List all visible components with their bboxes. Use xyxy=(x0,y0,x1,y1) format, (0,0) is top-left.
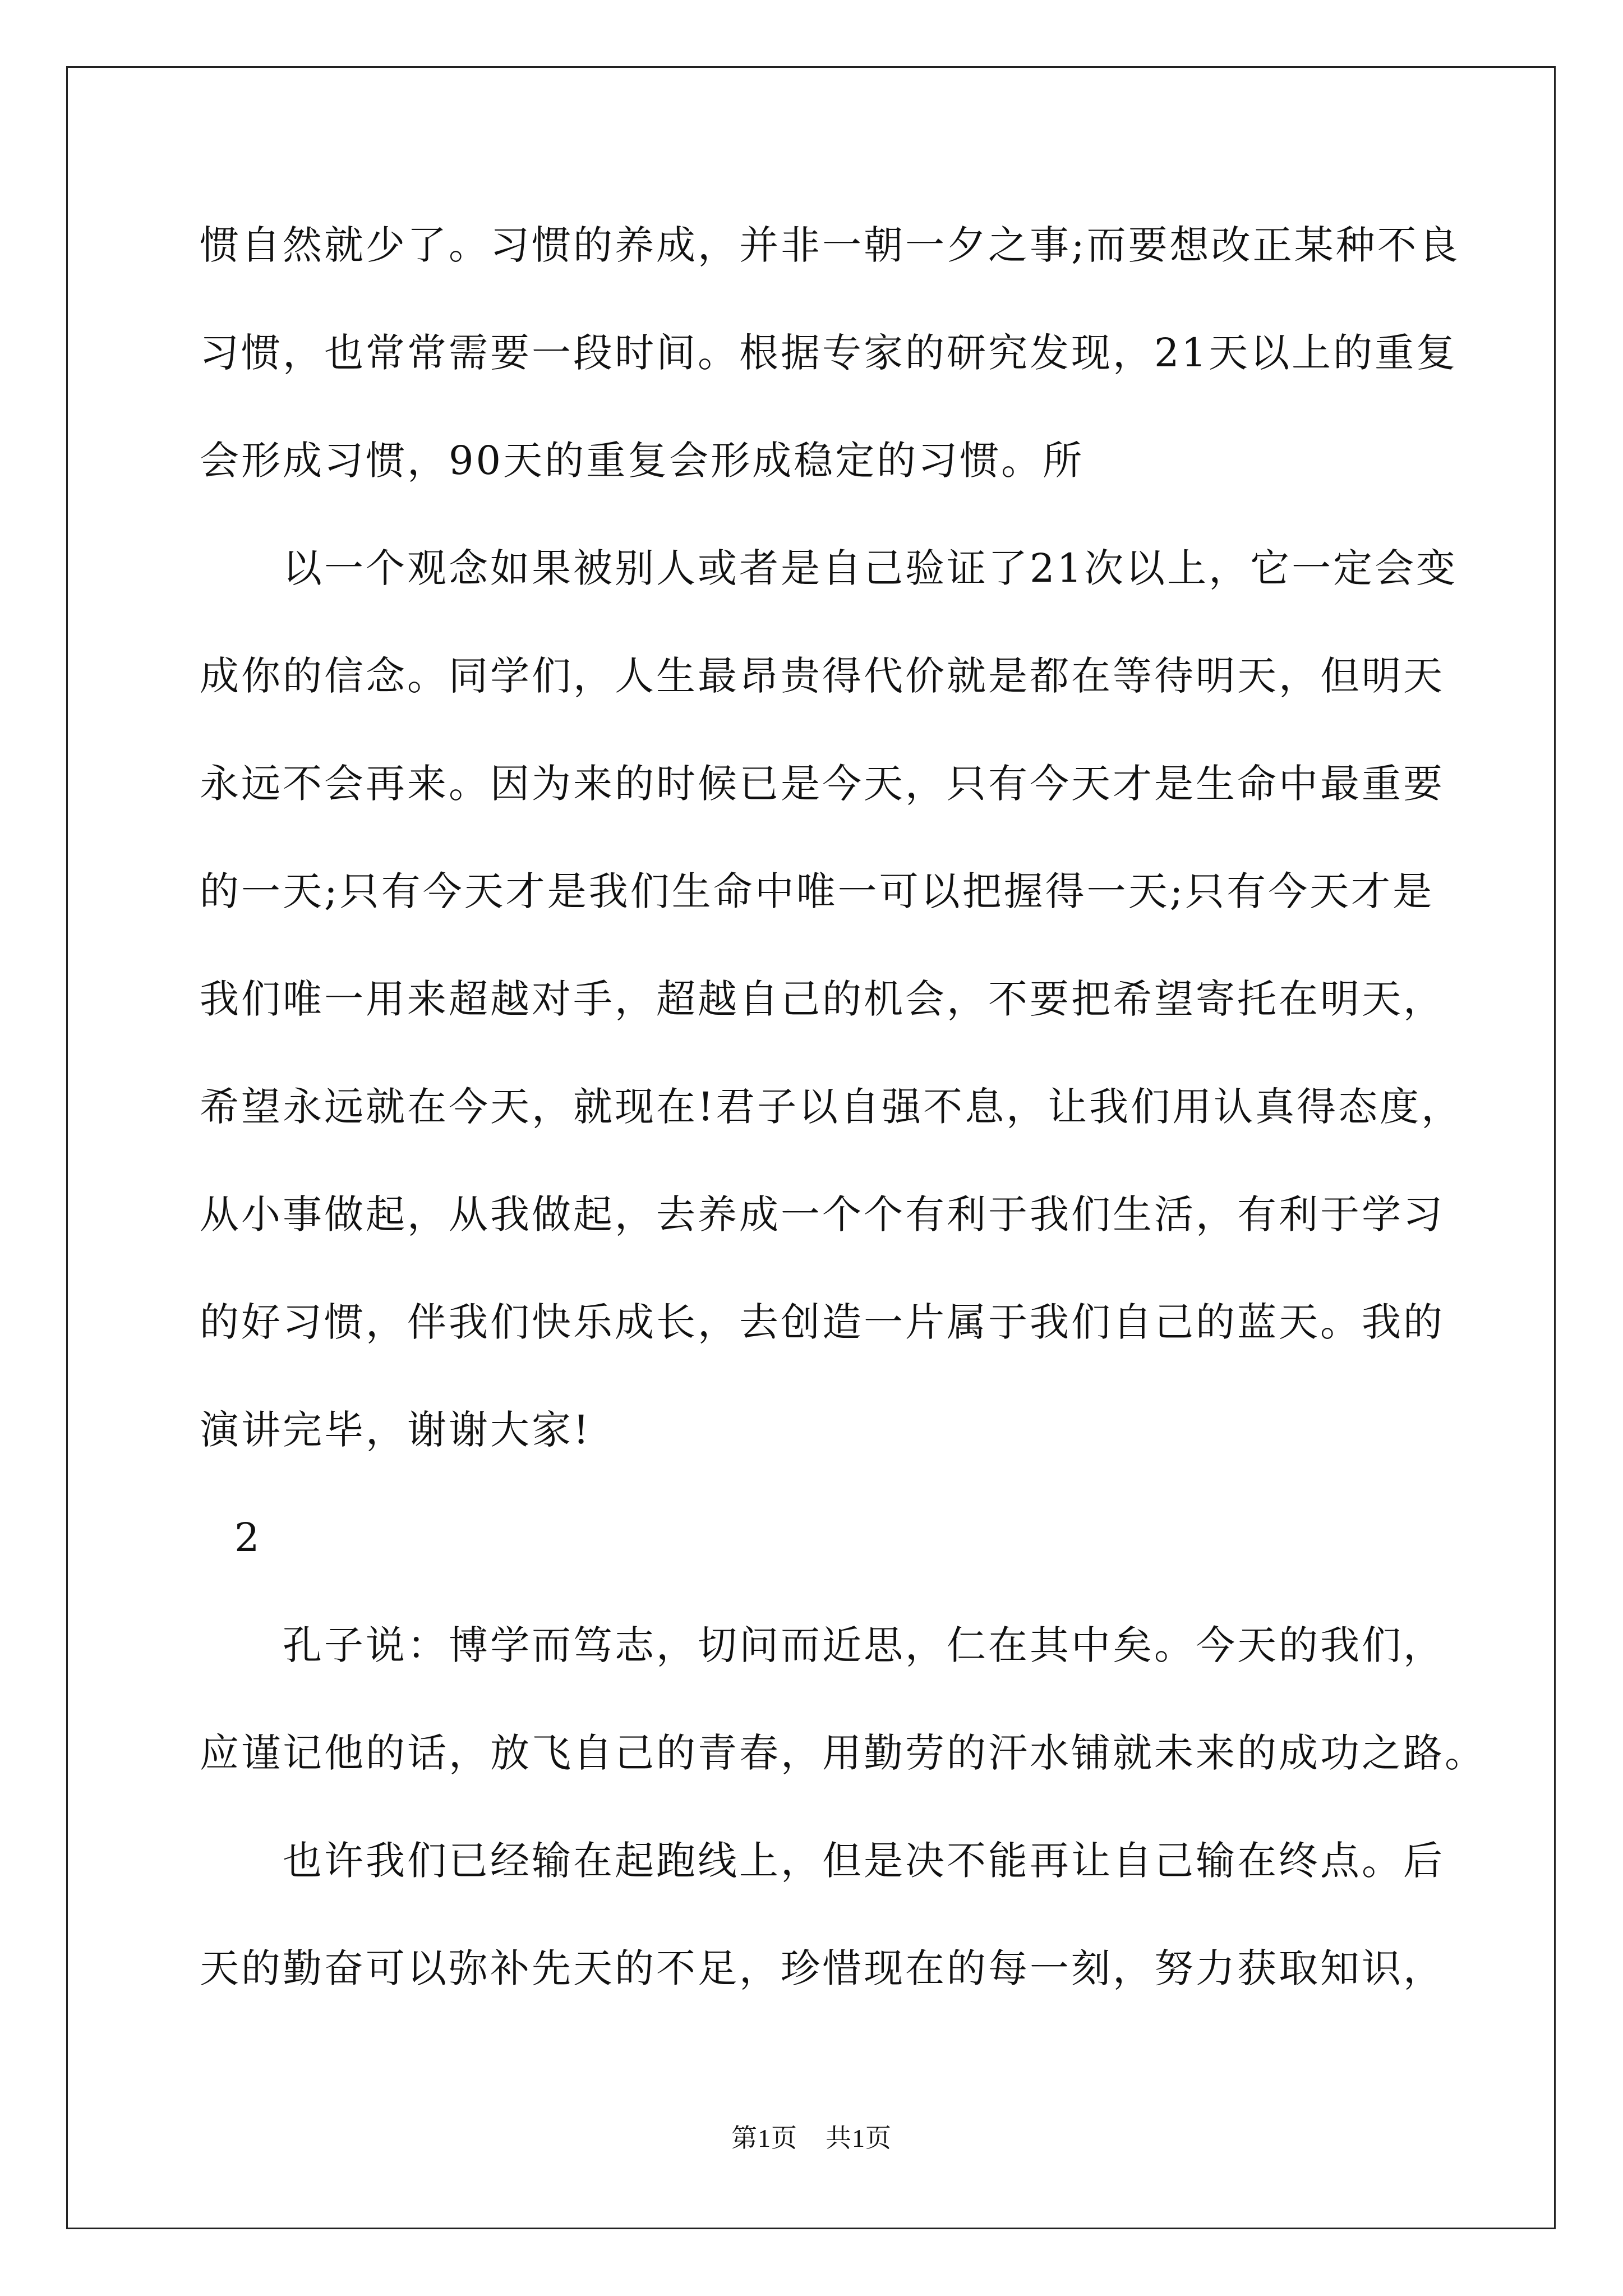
page-footer xyxy=(0,2118,1623,2155)
body-line-3: 会形成习惯，90天的重复会形成稳定的习惯。所 xyxy=(200,438,1085,484)
body-line-5: 成你的信念。同学们，人生最昂贵得代价就是都在等待明天，但明天 xyxy=(200,653,1445,699)
page-number-label: 第1页 xyxy=(731,2124,797,2152)
body-line-6: 永远不会再来。因为来的时候已是今天，只有今天才是生命中最重要 xyxy=(200,761,1445,807)
body-line-16: 天的勤奋可以弥补先天的不足，珍惜现在的每一刻，努力获取知识， xyxy=(200,1945,1445,1991)
body-line-13: 孔子说：博学而笃志，切问而近思，仁在其中矣。今天的我们， xyxy=(283,1622,1445,1668)
body-line-10: 从小事做起，从我做起，去养成一个个有利于我们生活，有利于学习 xyxy=(200,1191,1445,1237)
body-line-11: 的好习惯，伴我们快乐成长，去创造一片属于我们自己的蓝天。我的 xyxy=(200,1299,1445,1345)
body-line-12: 演讲完毕，谢谢大家! xyxy=(200,1407,592,1453)
page-total-label: 共1页 xyxy=(826,2124,892,2152)
body-line-4: 以一个观念如果被别人或者是自己验证了21次以上，它一定会变 xyxy=(283,545,1458,591)
body-line-14: 应谨记他的话，放飞自己的青春，用勤劳的汗水铺就未来的成功之路。 xyxy=(200,1730,1486,1776)
body-line-8: 我们唯一用来超越对手，超越自己的机会，不要把希望寄托在明天， xyxy=(200,976,1445,1022)
body-line-9: 希望永远就在今天，就现在!君子以自强不息，让我们用认真得态度， xyxy=(200,1084,1463,1130)
body-line-1: 惯自然就少了。习惯的养成，并非一朝一夕之事;而要想改正某种不良 xyxy=(200,222,1460,268)
body-line-15: 也许我们已经输在起跑线上，但是决不能再让自己输在终点。后 xyxy=(283,1838,1445,1884)
body-line-2: 习惯，也常常需要一段时间。根据专家的研究发现，21天以上的重复 xyxy=(200,330,1458,376)
body-line-7: 的一天;只有今天才是我们生命中唯一可以把握得一天;只有今天才是 xyxy=(200,868,1435,914)
section-number: 2 xyxy=(234,1515,262,1561)
page-frame xyxy=(66,66,1556,2229)
